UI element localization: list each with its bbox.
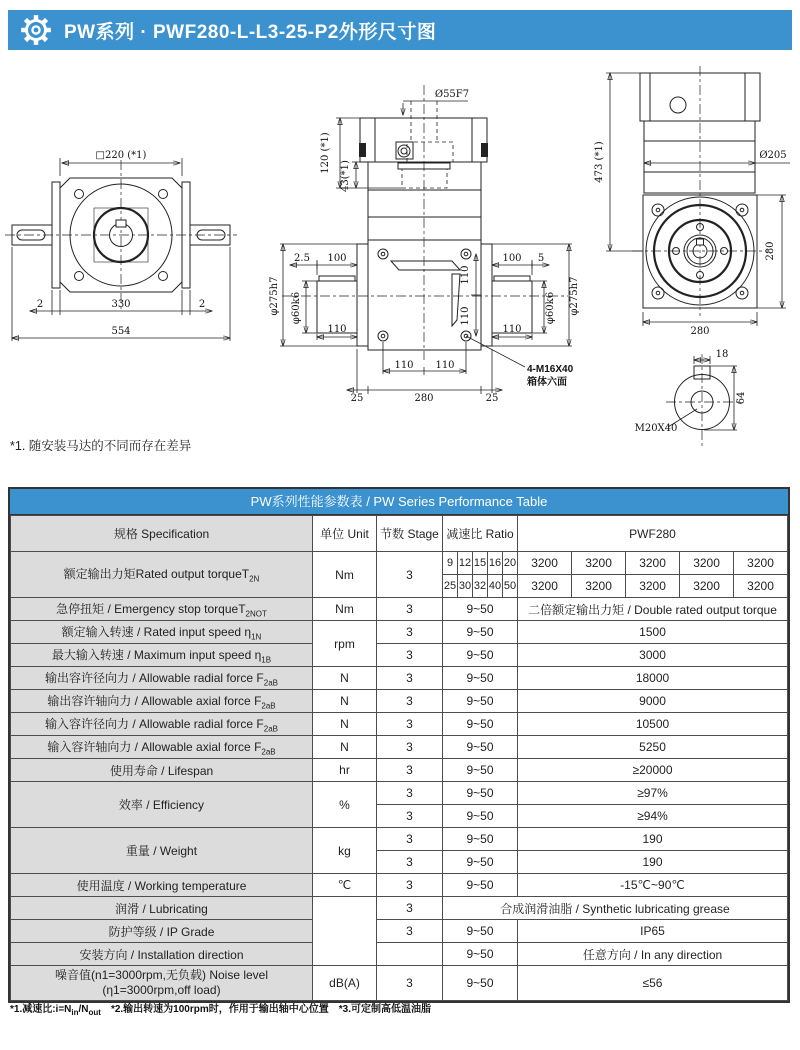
stage-cell: 3: [377, 920, 443, 943]
dim-label-64: 64: [736, 391, 747, 405]
dim-label-2-5: 2.5: [294, 253, 310, 264]
table-row: [11, 736, 788, 759]
bolt-callout-label: 4-M16X40: [527, 364, 574, 375]
header-ratio: 减速比 Ratio: [443, 516, 518, 552]
front-view: [5, 150, 237, 341]
stage-cell: 3: [377, 621, 443, 644]
spec-cell: 最大输入转速 / Maximum input speed $\eta_{1B}$: [11, 644, 313, 667]
ratio-cell: 9~50: [443, 598, 518, 621]
stage-cell: 3: [377, 874, 443, 897]
table-row: [11, 920, 788, 943]
value-cell: 任意方向 / In any direction: [518, 943, 788, 966]
dim-label-110i1: 110: [460, 265, 471, 285]
dim-label-43: 43(*1): [340, 160, 351, 192]
ratio-cell: 20: [503, 552, 518, 575]
unit-cell: N: [313, 736, 377, 759]
value-cell: 18000: [518, 667, 788, 690]
table-row: [11, 897, 788, 920]
ratio-cell: 32: [473, 575, 488, 598]
dim-label-280: 280: [414, 393, 434, 404]
value-cell: 3200: [734, 575, 788, 598]
stage-cell: 3: [377, 782, 443, 805]
unit-cell: kg: [313, 828, 377, 874]
table-header-row: [11, 516, 788, 552]
footnote: *1.减速比$:i=N_{in}/N_{out}$ *2.输出转速为100rpm时，作用于输出轴中心位置 *3.可定制高低温油脂: [10, 1004, 431, 1017]
stage-cell: 3: [377, 713, 443, 736]
spec-cell: 噪音值(n1=3000rpm,无负载) Noise level (η1=3000rpm,off load): [11, 966, 313, 1001]
dim-label-473: 473 (*1): [594, 141, 605, 183]
bolt-callout-label2: 箱体六面: [527, 377, 567, 388]
table-row: [11, 598, 788, 621]
stage-cell: 3: [377, 759, 443, 782]
unit-cell: %: [313, 782, 377, 828]
table-row: [11, 644, 788, 667]
stage-cell: 3: [377, 644, 443, 667]
dim-label-280b: 280: [690, 326, 710, 337]
value-cell: IP65: [518, 920, 788, 943]
stage-cell: 3: [377, 966, 443, 1001]
value-cell: 190: [518, 828, 788, 851]
spec-cell: 润滑 / Lubricating: [11, 897, 313, 920]
center-view: [269, 85, 580, 404]
stage-cell: 3: [377, 805, 443, 828]
ratio-cell: 9~50: [443, 736, 518, 759]
ratio-cell: 40: [488, 575, 503, 598]
table-row: [11, 667, 788, 690]
table-row: [11, 828, 788, 851]
value-cell: 190: [518, 851, 788, 874]
dim-label-554: 554: [111, 326, 131, 337]
dim-label-110r: 110: [502, 324, 522, 335]
header-spec: 规格 Specification: [11, 516, 313, 552]
table-row: [11, 966, 788, 1001]
value-cell: 9000: [518, 690, 788, 713]
value-cell: 3000: [518, 644, 788, 667]
page-title: PW系列 · PWF280-L-L3-25-P2外形尺寸图: [64, 21, 437, 43]
header-banner: [8, 10, 792, 50]
value-cell: 3200: [734, 552, 788, 575]
unit-cell: Nm: [313, 552, 377, 598]
drawing-note: *1. 随安装马达的不同而存在差异: [10, 439, 192, 453]
spec-cell: 效率 / Efficiency: [11, 782, 313, 828]
ratio-cell: 9~50: [443, 667, 518, 690]
value-cell: 3200: [680, 575, 734, 598]
dim-label-275l: φ275h7: [269, 276, 280, 316]
dim-label-m20: M20X40: [634, 423, 678, 434]
ratio-cell: 9~50: [443, 828, 518, 851]
value-cell: 3200: [626, 552, 680, 575]
ratio-cell: 9~50: [443, 782, 518, 805]
ratio-cell: 9~50: [443, 874, 518, 897]
dim-label-110i2: 110: [460, 306, 471, 326]
dim-label-60r: φ60k6: [545, 291, 556, 325]
spec-cell: 使用温度 / Working temperature: [11, 874, 313, 897]
dim-label-120: 120 (*1): [320, 132, 331, 174]
stage-cell: 3: [377, 552, 443, 598]
value-cell: 5250: [518, 736, 788, 759]
spec-cell: 重量 / Weight: [11, 828, 313, 874]
value-cell: 10500: [518, 713, 788, 736]
dimension-drawings: [0, 55, 800, 455]
value-cell: ≥94%: [518, 805, 788, 828]
dim-label-275r: φ275h7: [569, 276, 580, 316]
spec-cell: 输出容许径向力 / Allowable radial force $F_{2aB}$: [11, 667, 313, 690]
value-cell: 3200: [518, 575, 572, 598]
dim-label-100r: 100: [502, 253, 522, 264]
ratio-cell: 30: [458, 575, 473, 598]
value-cell: ≥20000: [518, 759, 788, 782]
rear-view: [594, 66, 790, 337]
unit-cell: dB(A): [313, 966, 377, 1001]
table-row: [11, 713, 788, 736]
dim-label-205: Ø205: [759, 150, 787, 161]
value-cell: 3200: [572, 552, 626, 575]
spec-cell: 防护等级 / IP Grade: [11, 920, 313, 943]
ratio-cell: 9~50: [443, 713, 518, 736]
value-cell: ≥97%: [518, 782, 788, 805]
table-row: [11, 874, 788, 897]
ratio-cell: 9~50: [443, 621, 518, 644]
table-title: PW系列性能参数表 / PW Series Performance Table: [10, 489, 788, 515]
dim-label-25l: 25: [350, 393, 364, 404]
unit-cell: hr: [313, 759, 377, 782]
dim-label-280r: 280: [765, 241, 776, 261]
spec-cell: 使用寿命 / Lifespan: [11, 759, 313, 782]
performance-table: [8, 487, 790, 1003]
header-model: PWF280: [518, 516, 788, 552]
unit-cell: N: [313, 690, 377, 713]
ratio-cell: 9~50: [443, 943, 518, 966]
unit-cell: ℃: [313, 874, 377, 897]
dim-label-220: □220 (*1): [95, 150, 147, 161]
spec-cell: 额定输入转速 / Rated input speed $\eta_{1N}$: [11, 621, 313, 644]
value-cell: ≤56: [518, 966, 788, 1001]
ratio-cell: 9~50: [443, 690, 518, 713]
unit-cell: N: [313, 667, 377, 690]
header-stage: 节数 Stage: [377, 516, 443, 552]
dim-label-25r: 25: [485, 393, 499, 404]
spec-cell: 安装方向 / Installation direction: [11, 943, 313, 966]
unit-cell: [313, 897, 377, 966]
value-cell: 3200: [572, 575, 626, 598]
ratio-cell: 9~50: [443, 644, 518, 667]
value-cell: 1500: [518, 621, 788, 644]
ratio-cell: 50: [503, 575, 518, 598]
ratio-cell: 15: [473, 552, 488, 575]
table-row: [11, 759, 788, 782]
value-cell: -15℃~90℃: [518, 874, 788, 897]
dim-label-18: 18: [715, 349, 729, 360]
spec-cell: 急停扭矩 / Emergency stop torqueT$_{2NOT}$: [11, 598, 313, 621]
stage-cell: 3: [377, 736, 443, 759]
unit-cell: Nm: [313, 598, 377, 621]
dim-label-2r: 2: [198, 299, 206, 310]
table-row: [11, 782, 788, 805]
unit-cell: rpm: [313, 621, 377, 667]
ratio-cell: 9~50: [443, 920, 518, 943]
dim-label-55f7: Ø55F7: [434, 89, 470, 100]
value-cell: 3200: [626, 575, 680, 598]
ratio-cell: 9: [443, 552, 458, 575]
value-cell: 二倍额定输出力矩 / Double rated output torque: [518, 598, 788, 621]
ratio-cell: 9~50: [443, 759, 518, 782]
dim-label-60l: φ60k6: [291, 291, 302, 325]
dim-label-110b2: 110: [435, 360, 455, 371]
spec-cell: 输出容许轴向力 / Allowable axial force $F_{2aB}$: [11, 690, 313, 713]
stage-cell: 3: [377, 828, 443, 851]
stage-cell: 3: [377, 851, 443, 874]
dim-label-110b1: 110: [394, 360, 414, 371]
gear-icon: [18, 12, 54, 48]
value-cell: 合成润滑油脂 / Synthetic lubricating grease: [443, 897, 788, 920]
spec-cell: 输入容许径向力 / Allowable radial force $F_{2aB}$: [11, 713, 313, 736]
ratio-cell: 25: [443, 575, 458, 598]
stage-cell: [377, 943, 443, 966]
table-row: [11, 690, 788, 713]
shaft-detail: [635, 349, 747, 449]
table-row: [11, 943, 788, 966]
dim-label-100l: 100: [327, 253, 347, 264]
ratio-cell: 9~50: [443, 805, 518, 828]
spec-cell: 输入容许轴向力 / Allowable axial force $F_{2aB}$: [11, 736, 313, 759]
spec-cell: 额定输出力矩Rated output torqueT$_{2N}$: [11, 552, 313, 598]
table-row: [11, 552, 788, 575]
value-cell: 3200: [680, 552, 734, 575]
value-cell: 3200: [518, 552, 572, 575]
dim-label-2l: 2: [36, 299, 44, 310]
stage-cell: 3: [377, 667, 443, 690]
dim-label-110l: 110: [327, 324, 347, 335]
header-unit: 单位 Unit: [313, 516, 377, 552]
stage-cell: 3: [377, 690, 443, 713]
ratio-cell: 16: [488, 552, 503, 575]
ratio-cell: 9~50: [443, 966, 518, 1001]
ratio-cell: 12: [458, 552, 473, 575]
table-row: [11, 621, 788, 644]
stage-cell: 3: [377, 897, 443, 920]
dim-label-330: 330: [111, 299, 131, 310]
dim-label-5: 5: [537, 253, 545, 264]
ratio-cell: 9~50: [443, 851, 518, 874]
stage-cell: 3: [377, 598, 443, 621]
unit-cell: N: [313, 713, 377, 736]
